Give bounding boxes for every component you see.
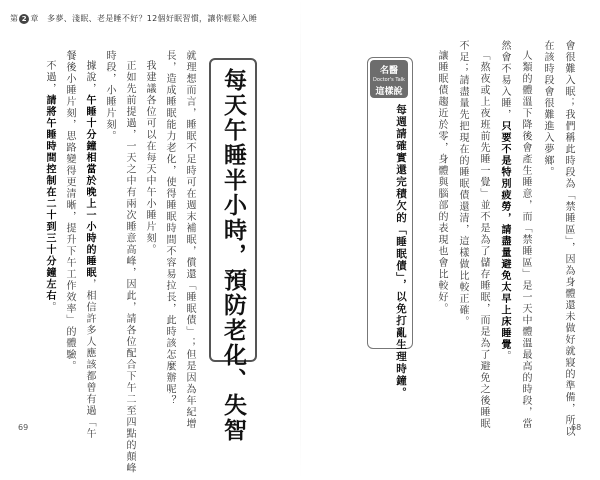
right-col-5 bbox=[453, 40, 469, 328]
chapter-title: 多夢、淺眠、老是睡不好？12個好眠習慣，讓你輕鬆入睡 bbox=[47, 14, 258, 23]
body-text: 然會不易入睡， bbox=[499, 40, 510, 121]
left-col-4 bbox=[100, 50, 116, 380]
emphasis-text: 午睡十分鐘相當於晚上一小時的睡眠 bbox=[84, 94, 95, 279]
body-text: 。 bbox=[44, 301, 55, 313]
running-header bbox=[10, 13, 257, 24]
doctor-talk-box bbox=[367, 57, 413, 399]
doctor-talk-text: 每週請確實還完積欠的「睡眠債」，以免打亂生理時鐘。 bbox=[395, 104, 407, 399]
left-col-5 bbox=[80, 60, 96, 440]
page-gutter bbox=[300, 0, 301, 480]
right-col-2 bbox=[516, 50, 532, 430]
body-text: 時段，小睡片刻。 bbox=[104, 50, 115, 142]
section-title-box bbox=[209, 58, 257, 443]
right-col-6 bbox=[432, 50, 448, 315]
right-col-1 bbox=[538, 40, 554, 302]
chapter-prefix: 第 bbox=[10, 14, 19, 23]
right-col-3 bbox=[495, 40, 511, 362]
body-text: 長，造成睡眠能力老化，使得睡眠時間不容易拉長，此時該怎麼辦呢？ bbox=[164, 50, 175, 407]
body-text: 我建議各位可以在每天中午小睡片刻。 bbox=[144, 60, 155, 256]
badge-title: 名醫 bbox=[379, 66, 398, 76]
body-text: 。 bbox=[499, 350, 510, 362]
badge-caption: 這樣說 bbox=[375, 87, 403, 97]
left-col-2 bbox=[140, 60, 156, 380]
doctor-talk-badge bbox=[370, 60, 408, 98]
body-text: ，相信許多人應該都曾有過「午 bbox=[84, 278, 95, 440]
page-number-right: 68 bbox=[571, 423, 582, 432]
right-col-0 bbox=[559, 40, 575, 438]
body-text: 讓睡眠債趨近於零，身體與腦部的表現也會比較好。 bbox=[436, 50, 447, 315]
page-number-left: 69 bbox=[18, 423, 29, 432]
emphasis-text: 只要不是特別疲勞，請盡量避免太早上床睡覺 bbox=[499, 120, 510, 351]
chapter-number-badge: 2 bbox=[19, 14, 29, 24]
emphasis-text: 請將午睡時間控制在二十到三十分鐘左右 bbox=[44, 94, 55, 302]
badge-subtitle: Doctor's Talk bbox=[373, 77, 405, 83]
left-col-3 bbox=[120, 60, 136, 474]
section-title: 每天午睡半小時，預防老化、失智 bbox=[220, 68, 246, 443]
body-text: 會很難入眠；我們稱此時段為「禁睡區」，因為身體還未做好就寢的準備，所以 bbox=[563, 40, 574, 438]
body-text: 不足；請盡量先把現在的睡眠債還清，這樣做比較正確。 bbox=[457, 40, 468, 328]
body-text: 正如先前提過，一天之中有兩次睡意高峰，因此，請各位配合下午二至四點的顛峰 bbox=[124, 60, 135, 474]
body-text: 「熬夜或上夜班前先睡一覺」並不是為了儲存睡眠，而是為了避免之後睡眠 bbox=[478, 50, 489, 430]
body-text: 在該時段會很難進入夢鄉。 bbox=[542, 40, 553, 178]
left-col-7 bbox=[40, 60, 56, 380]
body-text: 據說， bbox=[84, 60, 95, 95]
left-col-0 bbox=[180, 50, 196, 430]
right-col-4 bbox=[474, 50, 490, 430]
chapter-suffix: 章 bbox=[30, 14, 39, 23]
left-col-1 bbox=[160, 50, 176, 407]
body-text: 人類的體溫下降後會產生睡意，而「禁睡區」是一天中體溫最高的時段，當 bbox=[520, 50, 531, 430]
body-text: 餐後小睡片刻，思路變得更清晰，提升下午工作效率」的體驗。 bbox=[64, 50, 75, 372]
body-text: 就理想而言，睡眠不足時可在週末補眠，償還「睡眠債」；但是因為年紀增 bbox=[184, 50, 195, 430]
body-text: 不過， bbox=[44, 60, 55, 95]
left-col-6 bbox=[60, 50, 76, 380]
